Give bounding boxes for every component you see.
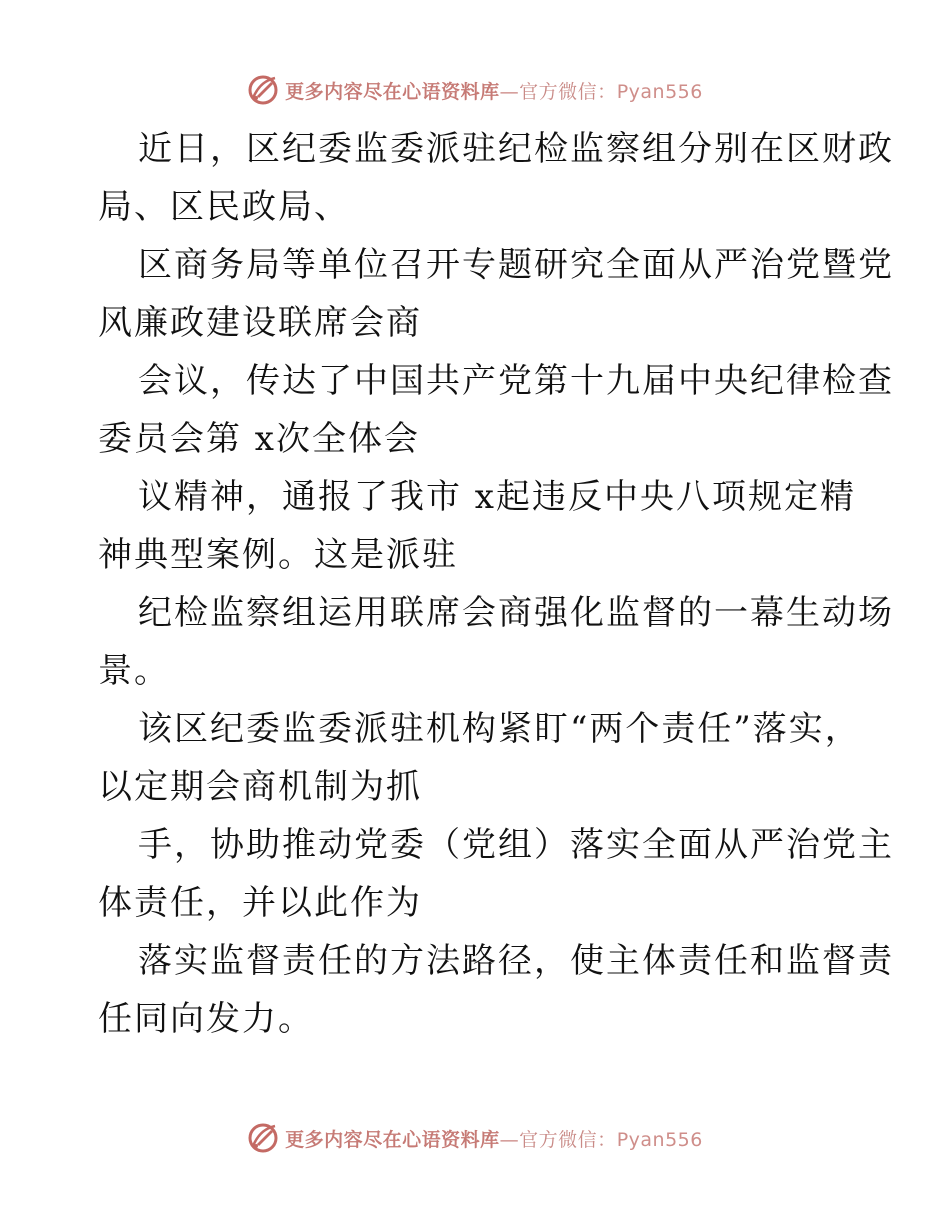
line-continued: 任同向发力。 — [98, 999, 314, 1039]
line-first: 会议，传达了中国共产党第十九届中央纪律检查 — [138, 361, 894, 401]
pen-logo-icon — [247, 1122, 279, 1154]
line-continued: 体责任，并以此作为 — [98, 883, 422, 923]
paragraph — [98, 120, 894, 236]
line-continued: 委员会第 x次全体会 — [98, 419, 420, 459]
watermark-main: 更多内容尽在心语资料库 — [285, 1128, 500, 1151]
document-body — [98, 120, 894, 1048]
line-first: 手，协助推动党委（党组）落实全面从严治党主 — [138, 825, 894, 865]
line-continued: 以定期会商机制为抓 — [98, 767, 422, 807]
watermark-text — [285, 1125, 703, 1152]
line-first: 纪检监察组运用联席会商强化监督的一幕生动场 — [138, 593, 894, 633]
watermark-dash: — — [499, 80, 520, 103]
watermark-id: Pyan556 — [616, 1128, 703, 1151]
line-continued: 景。 — [98, 651, 170, 691]
paragraph — [98, 352, 894, 468]
line-continued: 风廉政建设联席会商 — [98, 303, 422, 343]
watermark-id: Pyan556 — [616, 80, 703, 103]
line-first: 区商务局等单位召开专题研究全面从严治党暨党 — [138, 245, 894, 285]
watermark-main: 更多内容尽在心语资料库 — [285, 80, 500, 103]
paragraph — [98, 584, 894, 700]
watermark-sub: 官方微信： — [519, 1128, 617, 1151]
line-continued: 神典型案例。这是派驻 — [98, 535, 458, 575]
paragraph — [98, 468, 858, 584]
pen-logo-icon — [247, 74, 279, 106]
line-first: 落实监督责任的方法路径，使主体责任和监督责 — [138, 941, 894, 981]
line-first: 该区纪委监委派驻机构紧盯“两个责任”落实， — [138, 709, 861, 749]
paragraph — [98, 932, 894, 1048]
watermark-sub: 官方微信： — [519, 80, 617, 103]
header-watermark — [0, 70, 950, 110]
line-continued: 局、区民政局、 — [98, 187, 350, 227]
watermark-text — [285, 77, 703, 104]
line-first: 近日，区纪委监委派驻纪检监察组分别在区财政 — [138, 129, 894, 169]
paragraph — [98, 816, 894, 932]
paragraph — [98, 236, 894, 352]
line-first: 议精神，通报了我市 x起违反中央八项规定精 — [138, 477, 856, 517]
footer-watermark — [0, 1118, 950, 1158]
paragraph — [98, 700, 861, 816]
watermark-dash: — — [499, 1128, 520, 1151]
